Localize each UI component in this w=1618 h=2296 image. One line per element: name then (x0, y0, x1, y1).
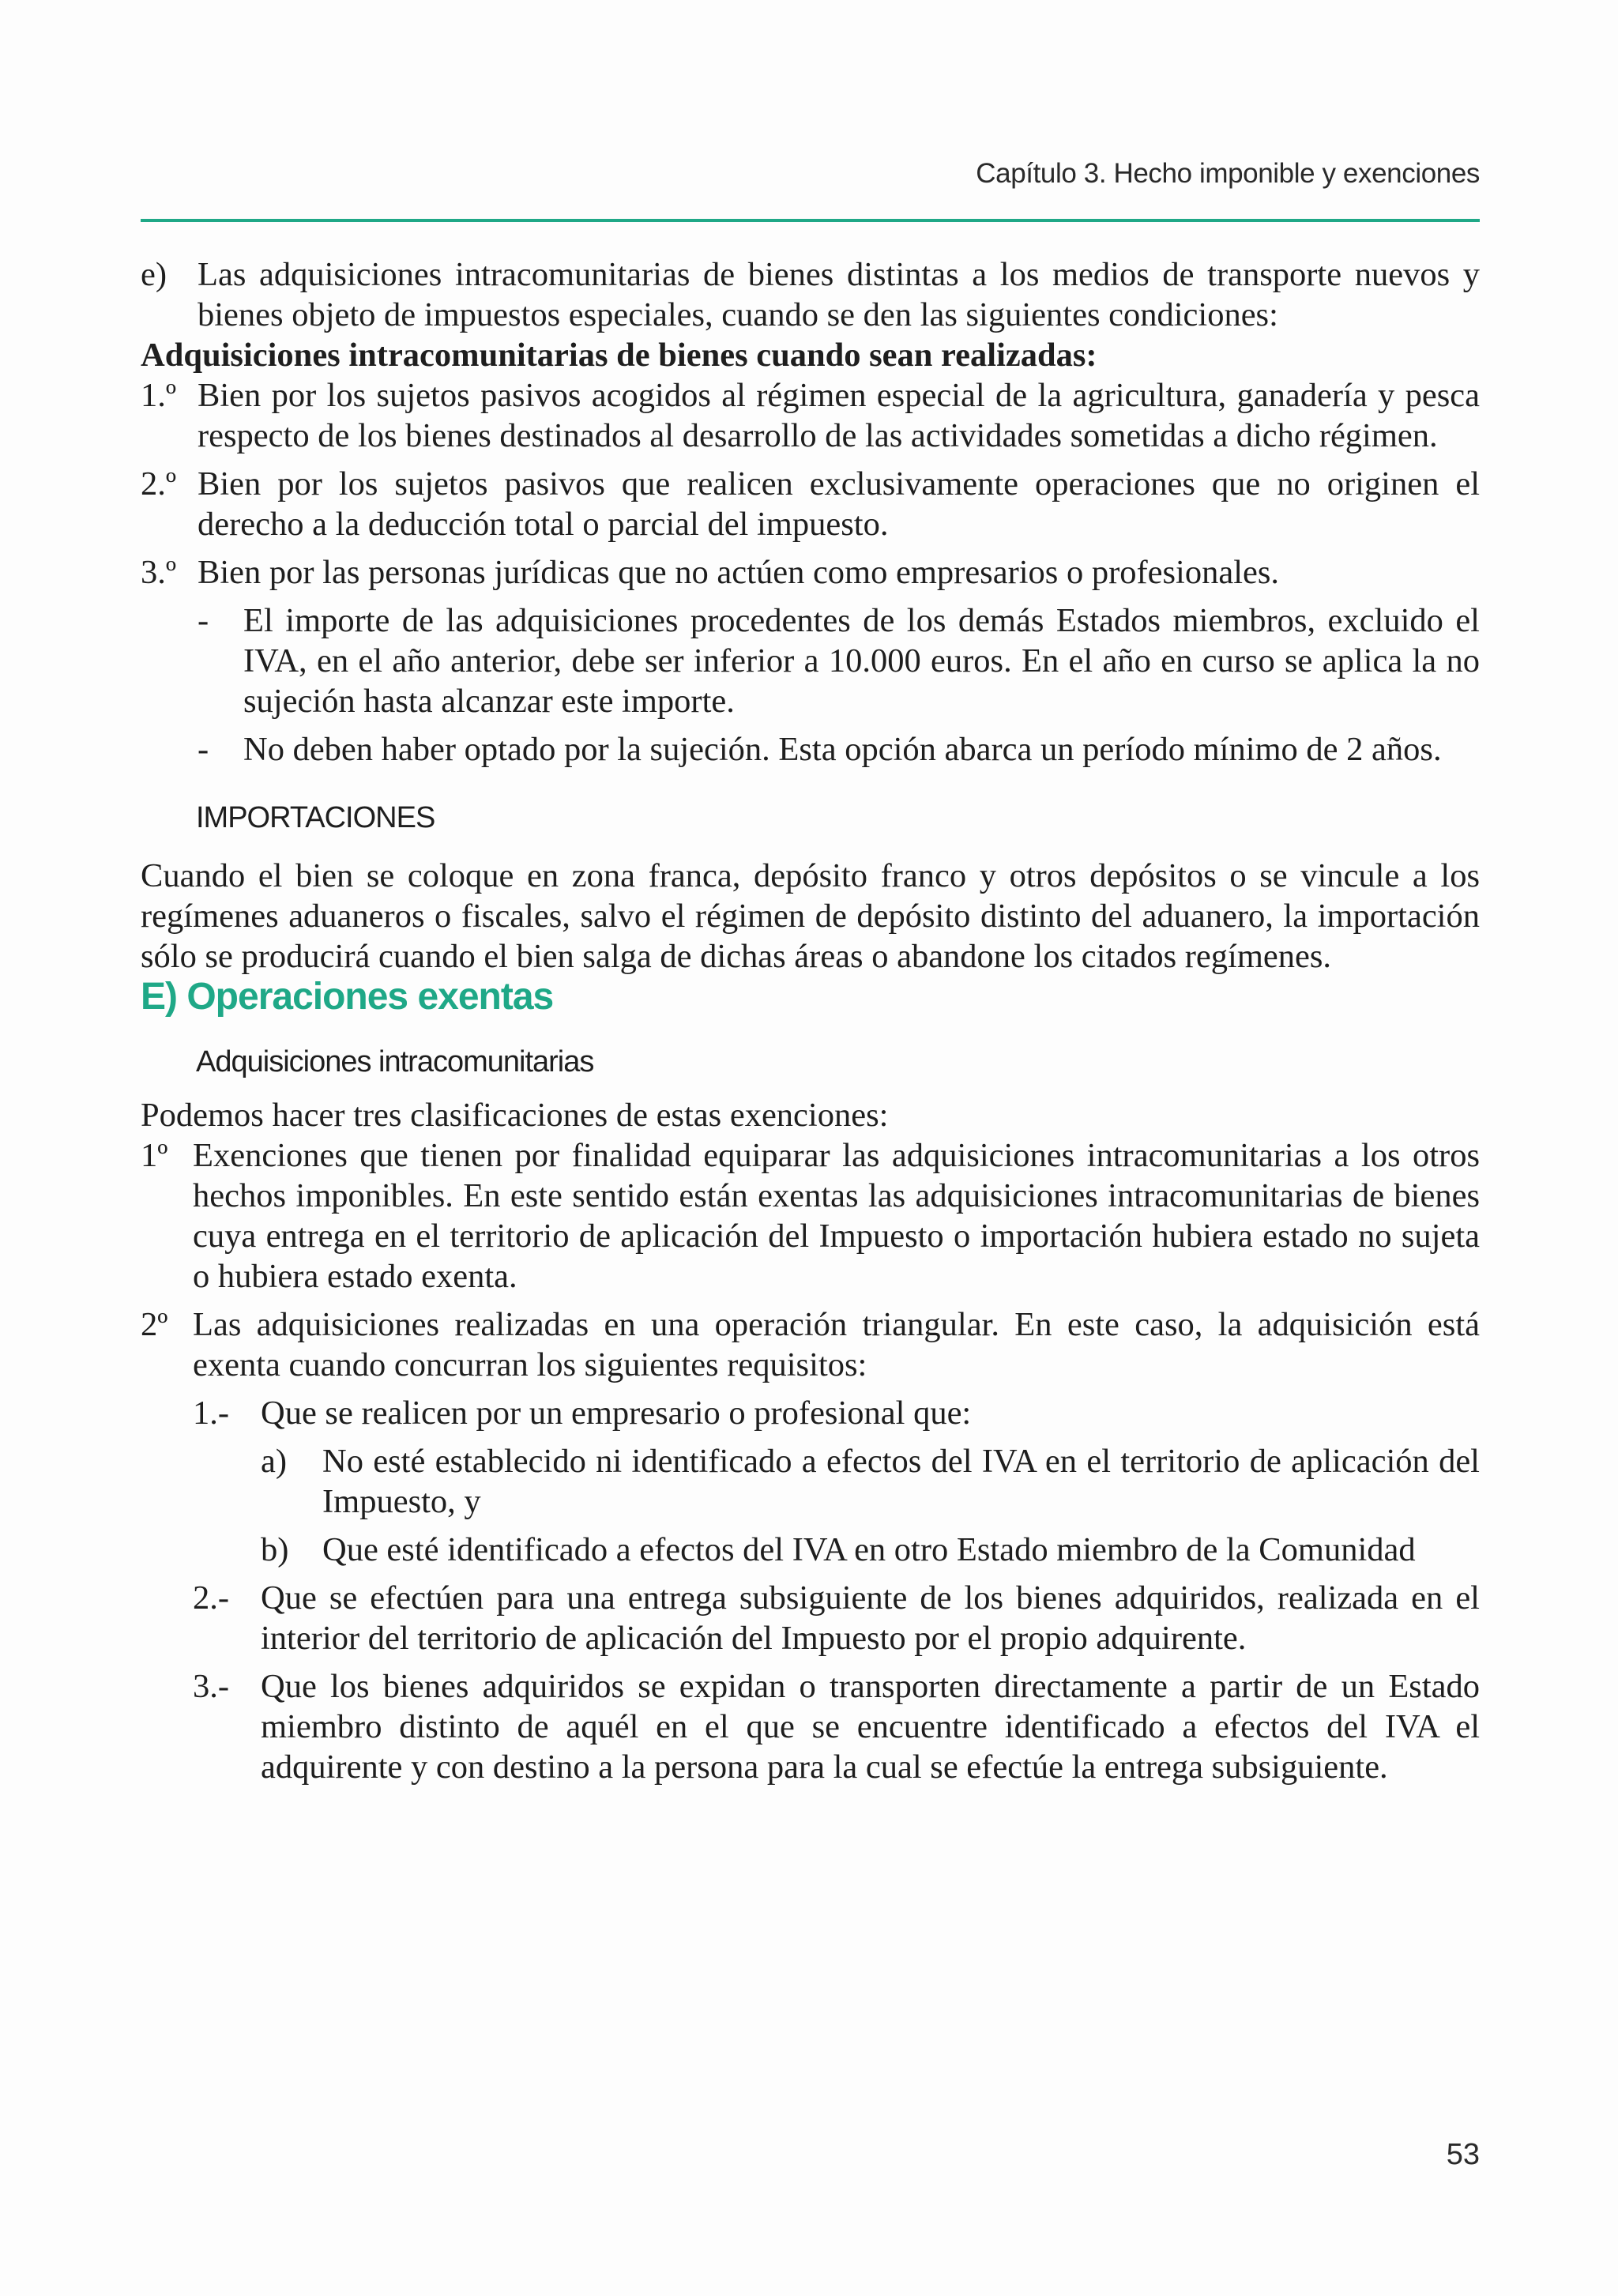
sub-requirement-text: Que esté identificado a efectos del IVA en otro Estado miembro de la Comunidad (322, 1531, 1416, 1568)
list-item (141, 464, 1480, 544)
dash-marker: - (198, 731, 209, 768)
sub-requirement-marker: a) (261, 1443, 288, 1480)
section-subheading: Adquisiciones intracomunitarias (196, 1045, 594, 1078)
requirement-item (193, 1393, 1480, 1433)
list-item (141, 1304, 1480, 1385)
sub-requirement-marker: b) (261, 1531, 289, 1568)
importaciones-heading: IMPORTACIONES (196, 801, 435, 834)
running-header: Capítulo 3. Hecho imponible y exenciones (976, 158, 1480, 189)
list-item (141, 1135, 1480, 1297)
section-title: E) Operaciones exentas (141, 976, 554, 1018)
requirement-marker: 1.- (193, 1395, 230, 1432)
requirement-text: Que se realicen por un empresario o profesional que: (261, 1395, 972, 1432)
sub-requirement-item (261, 1441, 1480, 1522)
header-rule (141, 219, 1480, 222)
section-intro: Podemos hacer tres clasificaciones de estas exenciones: (141, 1097, 889, 1134)
list-marker: 1.º (141, 377, 177, 414)
sub-requirement-text: No esté establecido ni identificado a efectos del IVA en el territorio de aplicación del Impuesto, y (322, 1443, 1480, 1520)
requirement-text: Que se efectúen para una entrega subsiguiente de los bienes adquiridos, realizada en el interior del territorio de aplicación del Impuesto por el propio adquirente. (261, 1579, 1480, 1657)
page-number: 53 (1446, 2138, 1480, 2171)
list-text: Bien por los sujetos pasivos que realicen exclusivamente operaciones que no originen el derecho a la deducción total o parcial del impuesto. (198, 465, 1480, 543)
list-marker: 1º (141, 1137, 168, 1174)
requirement-item (193, 1666, 1480, 1787)
importaciones-paragraph: Cuando el bien se coloque en zona franca, depósito franco y otros depósitos o se vincule a los regímenes aduaneros o fiscales, salvo el régimen de depósito distinto del aduanero, la importación sólo se producirá cuando el bien salga de dichas áreas o abandone los citados regímenes. (141, 857, 1480, 975)
requirement-marker: 3.- (193, 1668, 230, 1705)
list-text: Exenciones que tienen por finalidad equiparar las adquisiciones intracomunitarias a los otros hechos imponibles. En este sentido están exentas las adquisiciones intracomunitarias de bienes cuya entrega en el territorio de aplicación del Impuesto o importación hubiera estado no sujeta o hubiera estado exenta. (193, 1137, 1480, 1295)
dash-text: El importe de las adquisiciones procedentes de los demás Estados miembros, excluido el IVA, en el año anterior, debe ser inferior a 10.000 euros. En el año en curso se aplica la no sujeción hasta alcanzar este importe. (243, 602, 1480, 720)
requirement-item (193, 1578, 1480, 1658)
list-text: Las adquisiciones intracomunitarias de bienes distintas a los medios de transporte nuevos y bienes objeto de impuestos especiales, cuando se den las siguientes condiciones: (198, 256, 1480, 333)
requirement-text: Que los bienes adquiridos se expidan o transporten directamente a partir de un Estado miembro distinto de aquél en el que se encuentre identificado a efectos del IVA el adquirente y con destino a la persona para la cual se efectúe la entrega subsiguiente. (261, 1668, 1480, 1786)
dash-item (198, 600, 1480, 721)
dash-text: No deben haber optado por la sujeción. Esta opción abarca un período mínimo de 2 años. (243, 731, 1442, 768)
list-marker: 3.º (141, 554, 177, 591)
list-item-e (141, 254, 1480, 335)
list-item (141, 552, 1480, 593)
page-content (141, 254, 1480, 1787)
list-marker: e) (141, 256, 167, 293)
list-text: Bien por las personas jurídicas que no actúen como empresarios o profesionales. (198, 554, 1280, 591)
list-text: Las adquisiciones realizadas en una operación triangular. En este caso, la adquisición está exenta cuando concurran los siguientes requisitos: (193, 1306, 1480, 1383)
requirement-marker: 2.- (193, 1579, 230, 1617)
list-text: Bien por los sujetos pasivos acogidos al régimen especial de la agricultura, ganadería y pesca respecto de los bienes destinados al desarrollo de las actividades sometidas a dicho régimen. (198, 377, 1480, 454)
list-marker: 2º (141, 1306, 168, 1343)
list-marker: 2.º (141, 465, 177, 502)
dash-marker: - (198, 602, 209, 639)
dash-item (198, 729, 1480, 770)
bold-lead: Adquisiciones intracomunitarias de bienes cuando sean realizadas: (141, 337, 1097, 374)
sub-requirement-item (261, 1530, 1480, 1570)
list-item (141, 375, 1480, 456)
